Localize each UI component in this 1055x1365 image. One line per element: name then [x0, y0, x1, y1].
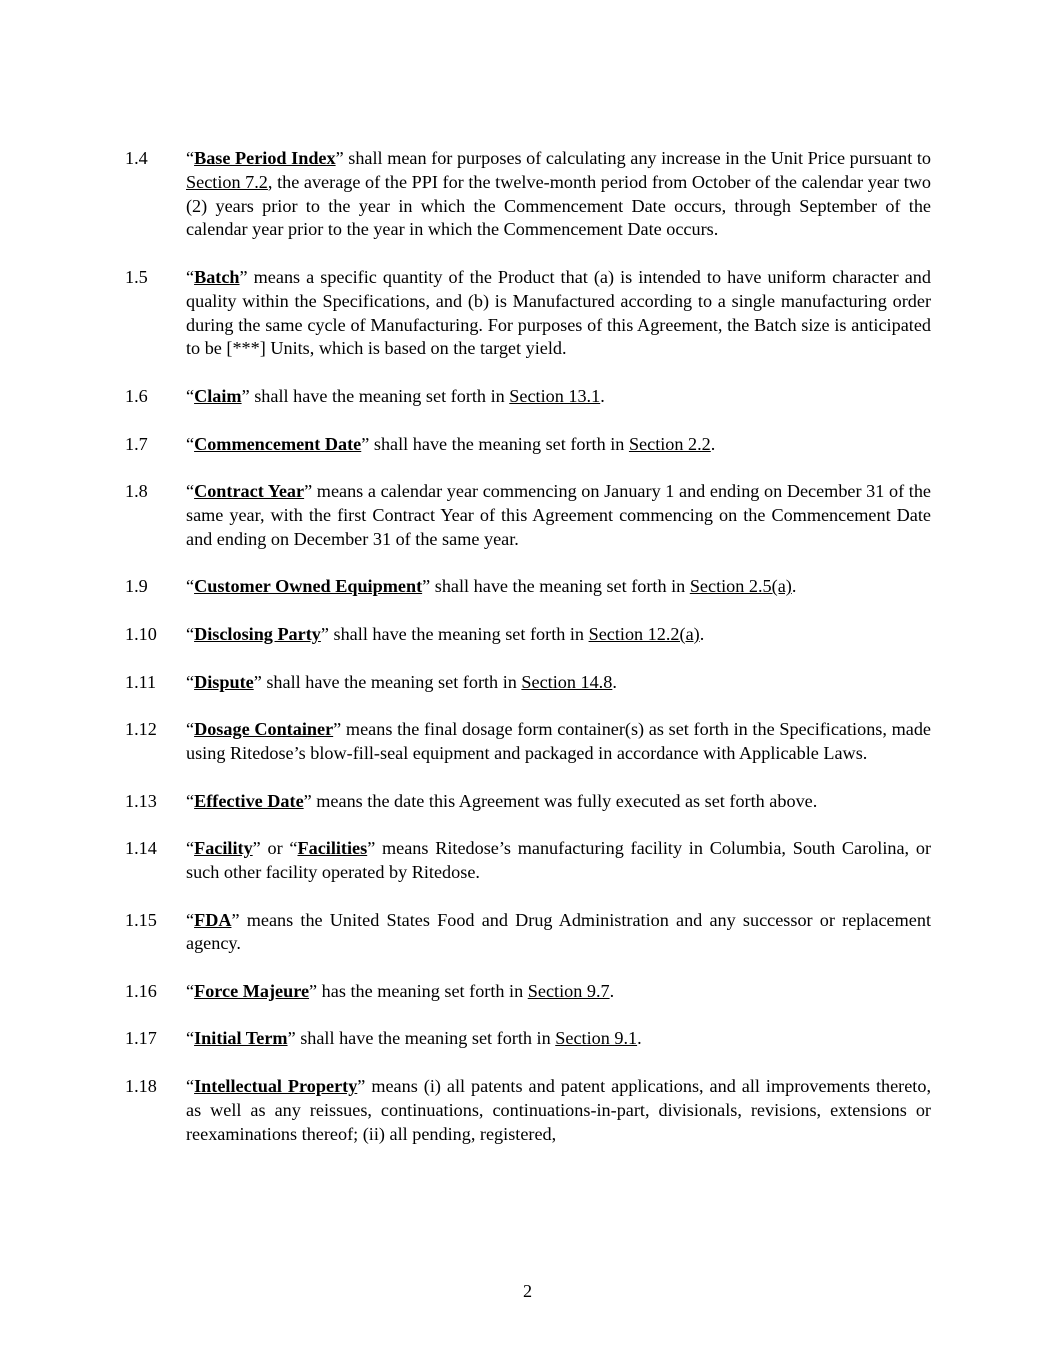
defined-term: Batch	[194, 266, 240, 287]
definition-item	[125, 575, 931, 599]
definition-item	[125, 671, 931, 695]
definition-item	[125, 1075, 931, 1146]
definition-number: 1.12	[125, 719, 157, 740]
definition-item	[125, 790, 931, 814]
definition-item	[125, 623, 931, 647]
definition-item	[125, 909, 931, 957]
definition-number: 1.16	[125, 980, 157, 1001]
definition-text: “Commencement Date” shall have the meaning set forth in Section 2.2.	[186, 433, 716, 454]
definition-item	[125, 480, 931, 551]
definition-number: 1.7	[125, 433, 148, 454]
definition-item	[125, 718, 931, 766]
section-reference: Section 12.2(a)	[588, 623, 700, 644]
definition-text: “Batch” means a specific quantity of the Product that (a) is intended to have uniform character and quality within the Specifications, and (b) is Manufactured according to a single manufacturing order during the same cycle of Manufacturing. For purposes of this Agreement, the Batch size is anticipated to be [***] Units, which is based on the target yield.	[186, 266, 931, 359]
definition-text: “FDA” means the United States Food and Drug Administration and any successor or replacement agency.	[186, 909, 931, 954]
defined-term: FDA	[194, 909, 232, 930]
defined-term: Claim	[194, 385, 242, 406]
defined-term: Effective Date	[194, 790, 304, 811]
definition-text: “Facility” or “Facilities” means Ritedose’s manufacturing facility in Columbia, South Carolina, or such other facility operated by Ritedose.	[186, 838, 931, 882]
defined-term: Initial Term	[194, 1028, 288, 1049]
defined-term: Customer Owned Equipment	[194, 576, 423, 597]
definition-number: 1.5	[125, 266, 148, 287]
definition-item	[125, 385, 931, 409]
definition-number: 1.15	[125, 909, 157, 930]
defined-term: Base Period Index	[194, 148, 336, 168]
definition-item	[125, 433, 931, 457]
defined-term: Disclosing Party	[194, 623, 321, 644]
section-reference: Section 13.1	[509, 385, 601, 406]
section-reference: Section 9.1	[555, 1028, 638, 1049]
definition-text: “Initial Term” shall have the meaning set forth in Section 9.1.	[186, 1028, 642, 1049]
defined-term: Commencement Date	[194, 433, 362, 454]
definition-item	[125, 1027, 931, 1051]
definition-item	[125, 980, 931, 1004]
section-reference: Section 9.7	[527, 980, 610, 1001]
defined-term: Facilities	[297, 838, 368, 859]
definition-text: “Dosage Container” means the final dosage form container(s) as set forth in the Specifications, made using Ritedose’s blow-fill-seal equipment and packaged in accordance with Applicable Laws.	[186, 719, 932, 763]
definition-number: 1.17	[125, 1028, 157, 1049]
definition-number: 1.18	[125, 1076, 157, 1097]
definition-item	[125, 147, 931, 242]
definition-number: 1.8	[125, 481, 148, 502]
definitions-list	[125, 147, 931, 1170]
definition-number: 1.11	[125, 671, 157, 692]
section-reference: Section 7.2	[186, 171, 268, 192]
defined-term: Dosage Container	[194, 719, 334, 740]
definition-number: 1.9	[125, 576, 148, 597]
definition-text: “Intellectual Property” means (i) all patents and patent applications, and all improvements thereto, as well as any reissues, continuations, continuations-in-part, divisionals, revisions, extensions or reexaminations thereof; (ii) all pending, registered,	[186, 1076, 931, 1144]
defined-term: Contract Year	[194, 481, 305, 502]
section-reference: Section 14.8	[521, 671, 613, 692]
defined-term: Force Majeure	[194, 980, 310, 1001]
defined-term: Facility	[194, 838, 253, 859]
definition-number: 1.10	[125, 623, 157, 644]
definition-number: 1.4	[125, 148, 148, 168]
defined-term: Intellectual Property	[194, 1076, 358, 1097]
page-number: 2	[522, 1281, 533, 1301]
definition-text: “Base Period Index” shall mean for purposes of calculating any increase in the Unit Price pursuant to Section 7.2, the average of the PPI for the twelve-month period from October of the calendar year two (2) years prior to the year in which the Commencement Date occurs, through September of the calendar year prior to the year in which the Commencement Date occurs.	[186, 148, 931, 240]
definition-text: “Dispute” shall have the meaning set forth in Section 14.8.	[186, 671, 617, 692]
definition-text: “Customer Owned Equipment” shall have the meaning set forth in Section 2.5(a).	[186, 576, 797, 597]
definition-text: “Contract Year” means a calendar year commencing on January 1 and ending on December 31 of the same year, with the first Contract Year of this Agreement commencing on the Commencement Date and ending on December 31 of the same year.	[186, 481, 931, 549]
definition-number: 1.14	[125, 838, 157, 859]
section-reference: Section 2.2	[628, 433, 711, 454]
definition-text: “Claim” shall have the meaning set forth in Section 13.1.	[186, 385, 605, 406]
definition-text: “Disclosing Party” shall have the meaning set forth in Section 12.2(a).	[186, 623, 705, 644]
definition-number: 1.6	[125, 385, 148, 406]
definition-text: “Force Majeure” has the meaning set forth in Section 9.7.	[186, 980, 615, 1001]
definition-item	[125, 837, 931, 885]
definition-text: “Effective Date” means the date this Agreement was fully executed as set forth above.	[186, 790, 818, 811]
definition-number: 1.13	[125, 790, 157, 811]
definition-item	[125, 266, 931, 361]
section-reference: Section 2.5(a)	[689, 576, 792, 597]
defined-term: Dispute	[194, 671, 254, 692]
